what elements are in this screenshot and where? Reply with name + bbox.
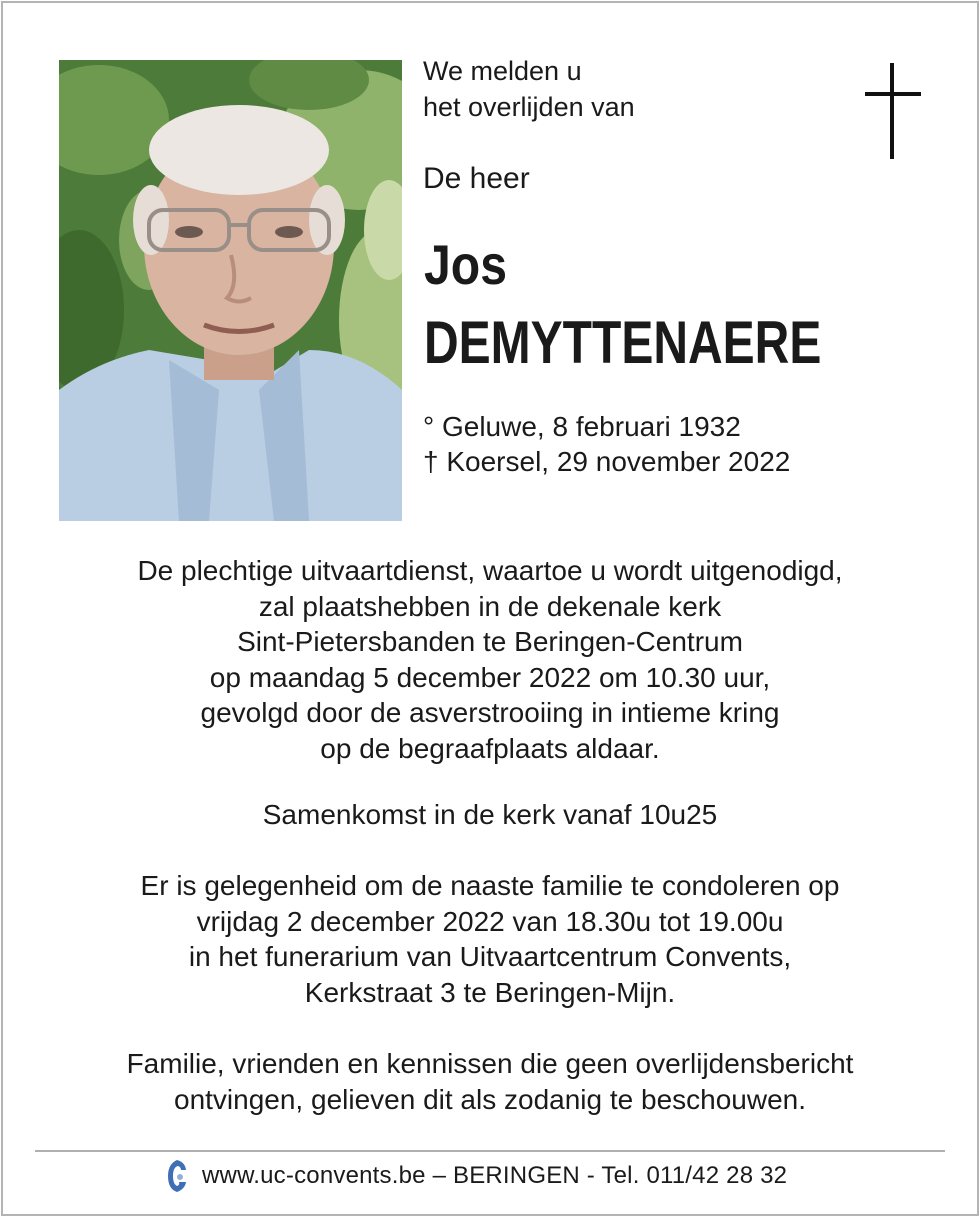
funeral-line: Sint-Pietersbanden te Beringen-Centrum <box>237 626 743 657</box>
last-name: DEMYTTENAERE <box>424 309 822 376</box>
notice-line: Familie, vrienden en kennissen die geen overlijdensbericht <box>126 1048 854 1079</box>
footer-divider <box>35 1150 945 1152</box>
death-date: † Koersel, 29 november 2022 <box>423 446 791 477</box>
condolences-line: vrijdag 2 december 2022 van 18.30u tot 19.00u <box>196 905 784 937</box>
gathering-paragraph <box>0 797 980 833</box>
portrait-photo <box>59 60 402 521</box>
notice-paragraph <box>0 1046 980 1117</box>
cross-icon <box>865 63 921 159</box>
life-dates <box>423 409 790 479</box>
first-name: Jos <box>424 233 507 296</box>
funeral-paragraph <box>0 553 980 766</box>
condolences-line: Kerkstraat 3 te Beringen-Mijn. <box>304 976 676 1008</box>
gathering-line: Samenkomst in de kerk vanaf 10u25 <box>262 799 718 830</box>
honorific: De heer <box>423 162 530 195</box>
intro-line-2: het overlijden van <box>423 92 635 122</box>
convents-logo-icon <box>165 1158 189 1194</box>
funeral-line: op de begraafplaats aldaar. <box>320 732 660 764</box>
footer <box>165 1156 787 1196</box>
funeral-line: De plechtige uitvaartdienst, waartoe u wordt uitgenodigd, <box>137 555 843 586</box>
funeral-line: op maandag 5 december 2022 om 10.30 uur, <box>209 661 771 693</box>
condolences-paragraph <box>0 868 980 1010</box>
funeral-line: zal plaatshebben in de dekenale kerk <box>258 590 722 622</box>
footer-contact: www.uc-convents.be – BERINGEN - Tel. 011/42 28 32 <box>202 1162 788 1189</box>
intro-text <box>423 53 635 125</box>
condolences-line: Er is gelegenheid om de naaste familie te condoleren op <box>140 870 840 901</box>
condolences-line: in het funerarium van Uitvaartcentrum Convents, <box>188 941 792 972</box>
intro-line-1: We melden u <box>423 56 582 86</box>
notice-line: ontvingen, gelieven dit als zodanig te beschouwen. <box>174 1083 806 1115</box>
funeral-line: gevolgd door de asverstrooiing in intieme kring <box>200 697 780 728</box>
birth-date: ° Geluwe, 8 februari 1932 <box>423 411 741 442</box>
